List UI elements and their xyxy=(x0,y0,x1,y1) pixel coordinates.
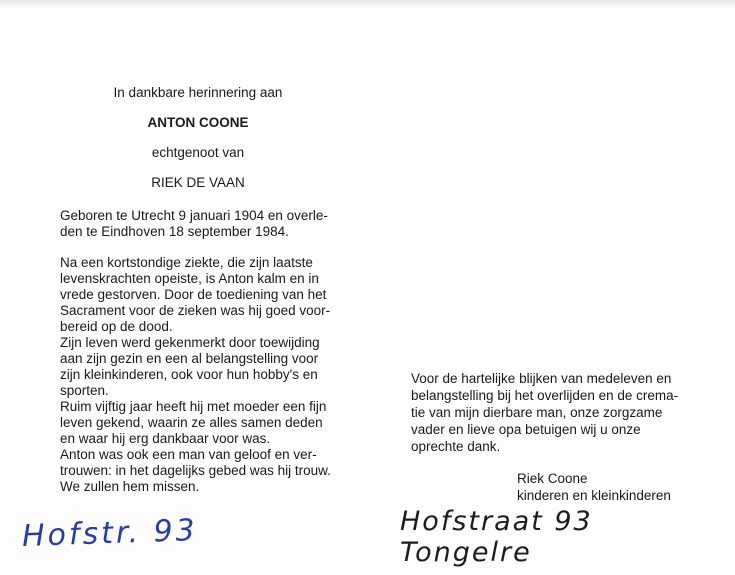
paragraph-gap xyxy=(60,240,336,255)
left-page xyxy=(60,84,336,495)
deceased-name: ANTON COONE xyxy=(147,115,249,130)
birth-death-paragraph: Geboren te Utrecht 9 januari 1904 en overle- den te Eindhoven 18 september 1984. xyxy=(60,208,328,239)
card-top-edge xyxy=(0,0,735,8)
spouse-name: RIEK DE VAAN xyxy=(151,175,245,190)
eulogy-paragraph: Na een kortstondige ziekte, die zijn laatste levenskrachten opeiste, is Anton kalm en in vrede gestorven. Door de toediening van het Sacrament voor de zieken was hij goed voor- bereid op de dood. Zijn leven werd gekenmerkt door toewijding aan zijn gezin en een al belangstelling voor zijn kleinkinderen, ook voor hun hobby's en sporten. Ruim vijftig jaar heeft hij met moeder een fijn leven gekend, waarin ze alles samen deden en waar hij erg dankbaar voor was. Anton was ook een man van geloof en ver- trouwen: in het dagelijks gebed was hij trouw. We zullen hem missen. xyxy=(60,255,331,494)
right-page xyxy=(411,370,711,504)
spouse-of-text: echtgenoot van xyxy=(151,145,245,160)
handwritten-address-left: Hofstr. 93 xyxy=(21,512,199,555)
intro-text: In dankbare herinnering aan xyxy=(113,85,283,100)
thanks-paragraph: Voor de hartelijke blijken van medeleven en belangstelling bij het overlijden en de crema- tie van mijn dierbare man, onze zorgzame vader en lieve opa betuigen wij u onze oprechte dank. xyxy=(411,371,679,454)
handwritten-address-right: Hofstraat 93 Tongelre xyxy=(400,506,593,568)
signature-block: Riek Coone kinderen en kleinkinderen xyxy=(517,471,671,503)
